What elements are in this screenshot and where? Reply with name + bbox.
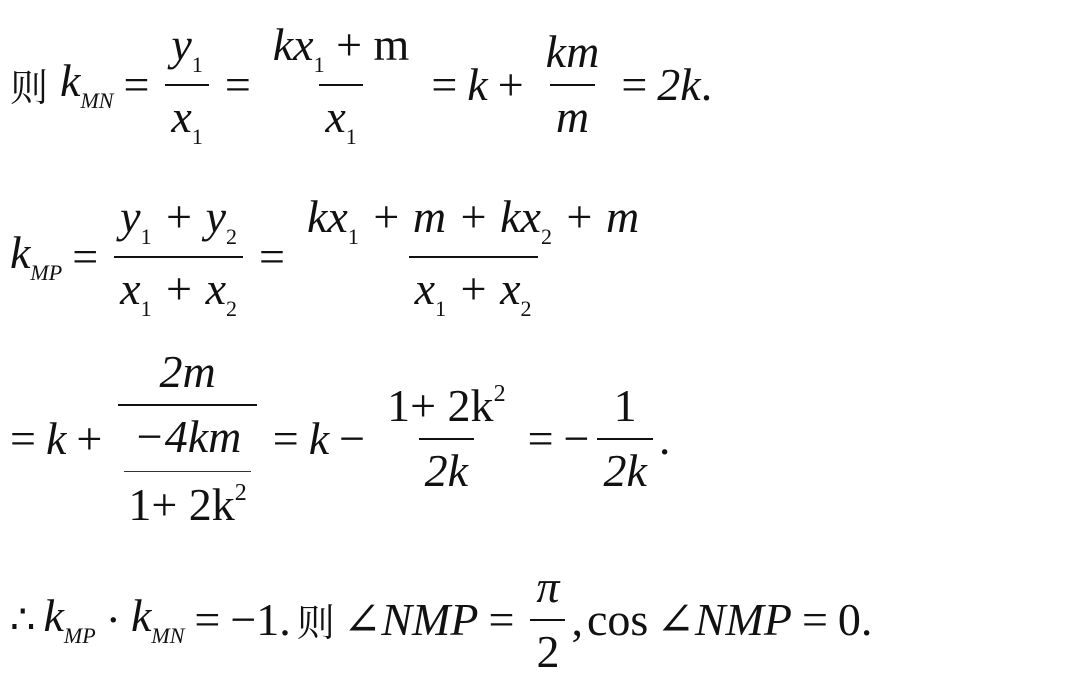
- equation-line-2: $k_{MP}$ = $\frac{y_1 + y_2}{x_1 + x_2}$ = $\frac{kx_1 + m + kx_2 + m}{x_1 + x_2}$: [10, 190, 651, 322]
- fraction-big-sum: $\frac{kx_1 + m + kx_2 + m}{x_1 + x_2}$: [306, 191, 640, 321]
- fraction-y-sum-over-x-sum: $\frac{y_1 + y_2}{x_1 + x_2}$: [114, 190, 243, 322]
- equation-line-4: ∴ $k_{MP}$ · $k_{MN}$ = −1 . 则 ∠NMP = $\frac{\pi}{2}$ , cos ∠NMP = 0 .: [10, 561, 873, 677]
- fraction-y1-over-x1: $\frac{y_1}{x_1}$: [165, 18, 208, 150]
- equation-line-3: = k + $\frac{2m}{\frac{-4km}{1+ 2k^2}}$ = k − $\frac{1+ 2k^2}{2k}$ = − $\frac{1}{2k}$ .: [10, 346, 671, 530]
- fraction-km-over-m: $\frac{km}{m}$: [545, 26, 600, 142]
- fraction-pi-over-2: $\frac{\pi}{2}$: [530, 560, 565, 678]
- ze-text: 则: [10, 65, 49, 110]
- fraction-2m-over-nested: $\frac{2m}{\frac{-4km}{1+ 2k^2}}$: [118, 345, 256, 531]
- k-mp: $k_{MP}$: [10, 227, 63, 285]
- k-mn: $k_{MN}$: [60, 55, 114, 113]
- fraction-one-plus-2k2-over-2k: $\frac{1+ 2k^2}{2k}$: [387, 380, 506, 496]
- equation-line-1: 则 $k_{MN}$ = $\frac{y_1}{x_1}$ = $\frac{kx_1 + m}{x_1}$ = k + $\frac{km}{m}$ = 2k .: [10, 19, 713, 149]
- fraction-kx1-plus-m-over-x1: $\frac{kx_1 + m}{x_1}$: [272, 19, 410, 149]
- fraction-one-over-2k: $\frac{1}{2k}$: [597, 379, 652, 497]
